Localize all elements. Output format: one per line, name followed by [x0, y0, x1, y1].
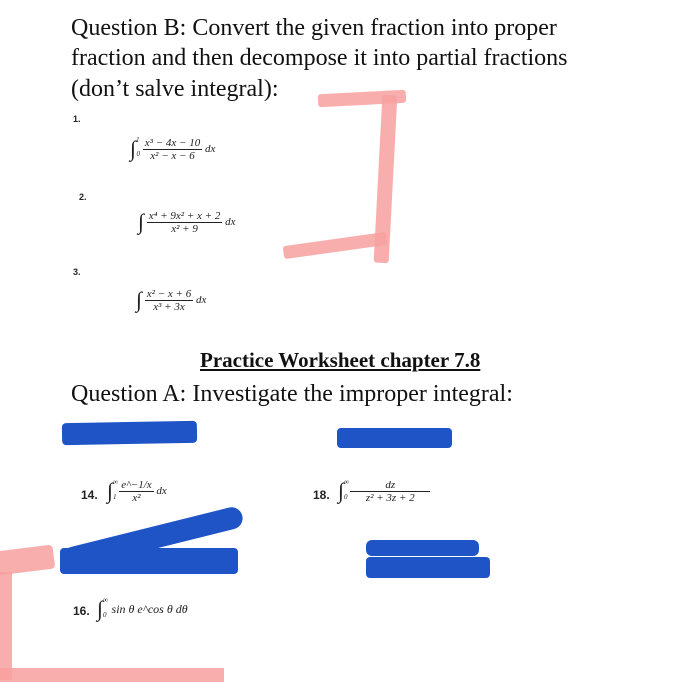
- lower-limit: 0: [136, 149, 141, 158]
- redaction-mark: [62, 421, 197, 445]
- problem-number: 2.: [79, 192, 87, 202]
- upper-limit: ∞: [344, 477, 350, 486]
- integral-1: ∫$^1_0$ $\frac{\text{x³ − 4x − 10}}{\text{x² − x − 6}}$ dx: [130, 135, 216, 162]
- upper-limit: ∞: [113, 477, 119, 486]
- problem-number: 3.: [73, 267, 81, 277]
- upper-limit: 1: [136, 135, 140, 144]
- numerator: e^−1/x: [121, 478, 152, 491]
- highlight-bracket-top: [0, 545, 55, 576]
- question-b-line2: fraction and then decompose it into partial fractions: [71, 45, 568, 71]
- problem-number: 16.: [73, 604, 90, 618]
- denominator: z² + 3z + 2: [350, 491, 430, 504]
- numerator: x⁴ + 9x² + x + 2: [148, 209, 221, 222]
- problem-number: 18.: [313, 488, 330, 502]
- denominator: x² − x − 6: [143, 149, 202, 162]
- integral-16: $\int^\infty_0$ sin θ e^cos θ dθ: [97, 595, 188, 621]
- dx: dx: [225, 216, 236, 228]
- denominator: x³ + 3x: [145, 300, 193, 313]
- lower-limit: 0: [344, 492, 348, 501]
- denominator: x²: [119, 491, 153, 504]
- question-b-line1: Question B: Convert the given fraction into proper: [71, 15, 557, 41]
- redaction-mark: [366, 557, 490, 578]
- numerator: x³ − 4x − 10: [144, 136, 201, 149]
- integral-14: $\int^\infty_1$ $\frac{e\^{}-1/x}{\text{x²}}$ dx: [107, 477, 167, 504]
- highlight-bracket-left: [0, 572, 12, 680]
- highlight-bracket-bottom: [283, 232, 388, 259]
- lower-limit: 1: [113, 492, 117, 501]
- integral-2: ∫ $\frac{\text{x⁴ + 9x² + x + 2}}{\text{x² + 9}}$ dx: [138, 209, 236, 235]
- question-a-heading: Question A: Investigate the improper integral:: [71, 381, 513, 407]
- numerator: dz: [385, 478, 396, 491]
- redaction-mark: [337, 428, 452, 448]
- problem-number: 14.: [81, 488, 98, 502]
- dx: dx: [195, 294, 207, 306]
- question-b-line3: (don’t salve integral):: [71, 76, 279, 102]
- dx: dx: [156, 485, 167, 497]
- dx: dx: [204, 143, 216, 155]
- denominator: x² + 9: [147, 222, 223, 235]
- worksheet-title: Practice Worksheet chapter 7.8: [200, 348, 481, 372]
- integrand: sin θ e^cos θ dθ: [111, 601, 188, 616]
- problem-number: 1.: [73, 114, 81, 124]
- upper-limit: ∞: [103, 595, 109, 604]
- highlight-bracket-bottom: [0, 668, 224, 682]
- lower-limit: 0: [103, 610, 107, 619]
- redaction-mark: [60, 548, 238, 574]
- numerator: x² − x + 6: [146, 287, 192, 300]
- integral-3: ∫ $\frac{\text{x² − x + 6}}{\text{x³ + 3x}}$ dx: [136, 287, 207, 313]
- integral-18: $\int^\infty_0$ $\frac{dz}{\text{z² + 3z + 2}}$: [338, 478, 430, 504]
- redaction-mark: [366, 540, 479, 556]
